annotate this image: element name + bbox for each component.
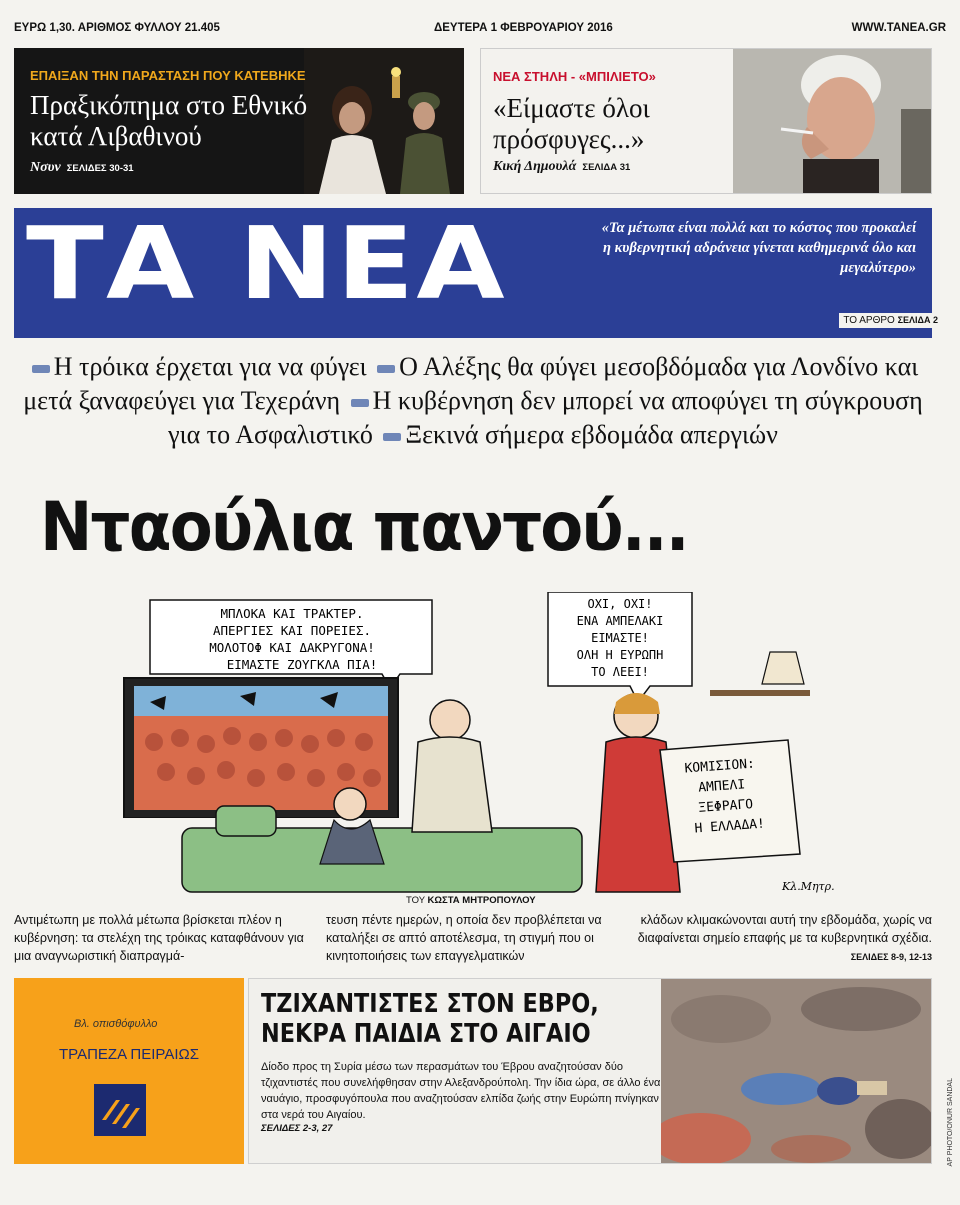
teaser-author-name: Νσυν [30, 160, 61, 175]
newspaper-line: ΞΕΦΡΑΓΟ [697, 797, 754, 816]
political-cartoon [120, 592, 840, 898]
top-info-bar [14, 22, 946, 38]
bubble-left-line: ΑΠΕΡΓΙΕΣ ΚΑΙ ΠΟΡΕΙΕΣ. [212, 623, 372, 638]
bank-advertisement[interactable] [14, 978, 244, 1164]
man-on-sofa-head [334, 788, 366, 820]
teaser-headline[interactable]: Πραξικόπημα στο Εθνικό κατά Λιβαθινού [30, 90, 308, 151]
teaser-author-name: Κική Δημουλά [493, 159, 577, 174]
article-column: τευση πέντε ημερών, η οποία δεν προβλέπεται να καταλήξει σε απτό αποτέλεσμα, τη στιγμή που οι κινητοποιήσεις των επαγγελματικών [326, 913, 602, 963]
subheadline-list [14, 350, 932, 452]
bullet-marker [377, 365, 395, 373]
subheadline-item: Ξεκινά σήμερα εβδομάδα απεργιών [405, 420, 778, 449]
website-link[interactable]: WWW.TANEA.GR [851, 22, 946, 34]
article-pages: ΣΕΛΙΔΕΣ 8-9, 12-13 [850, 952, 932, 962]
bubble-right-line: ΟΛΗ Η ΕΥΡΩΠΗ [576, 648, 664, 662]
bubble-left-line: ΕΙΜΑΣΤΕ ΖΟΥΓΚΛΑ ΠΙΑ! [226, 657, 378, 672]
article-column: Αντιμέτωπη με πολλά μέτωπα βρίσκεται πλέον η κυβέρνηση: τα στελέχη της τρόικας καταφθάνουν για μια αναγνωριστική διαπραγμά- [14, 913, 304, 963]
story-text: Δίοδο προς τη Συρία μέσω των περασμάτων του Έβρου αναζητούσαν δύο τζιχαντιστές που συνελήφθησαν στην Αλεξανδρούπολη. Την ίδια ώρα, σε άλλο ένα ναυάγιο, προσφυγόπουλα που αναζητούσαν ελπίδα ζωής στην Ευρώπη πνίγηκαν στα νερά του Αιγαίου. [261, 1061, 661, 1121]
theater-teaser[interactable] [14, 48, 464, 194]
bullet-marker [32, 365, 50, 373]
article-text: κλάδων κλιμακώνονται αυτή την εβδομάδα, χωρίς να διαφαίνεται σημείο επαφής με τα κυβερνητικά σχέδια. [637, 913, 932, 945]
teaser-author [30, 160, 134, 176]
beach-photo [661, 979, 931, 1164]
bubble-right-line: ΕΝΑ ΑΜΠΕΛΑΚΙ [576, 614, 664, 628]
photo-credit: AP PHOTO/ONUR SANDAL [947, 1078, 954, 1167]
newspaper-logo[interactable]: ΤΑ ΝΕΑ [26, 205, 507, 322]
bubble-left-line: ΜΟΛΟΤΟΦ ΚΑΙ ΔΑΚΡΥΓΟΝΑ! [209, 640, 375, 655]
bank-name: ΤΡΑΠΕΖΑ ΠΕΙΡΑΙΩΣ [59, 1046, 199, 1063]
teaser-kicker: ΕΠΑΙΞΑΝ ΤΗΝ ΠΑΡΑΣΤΑΣΗ ΠΟΥ ΚΑΤΕΒΗΚΕ [30, 68, 306, 83]
masthead [14, 205, 932, 338]
main-headline[interactable]: Νταούλια παντού... [40, 488, 688, 567]
teaser-kicker: ΝΕΑ ΣΤΗΛΗ - «ΜΠΙΛΙΕΤΟ» [493, 69, 656, 84]
ad-note: Βλ. οπισθόφυλλο [74, 1018, 158, 1030]
article-column [636, 911, 932, 966]
teaser-pages: ΣΕΛΙΔΕΣ 30-31 [66, 163, 134, 174]
story-pages: ΣΕΛΙΔΕΣ 2-3, 27 [261, 1123, 333, 1134]
bubble-right-line: ΕΙΜΑΣΤΕ! [591, 631, 649, 645]
newspaper-line: ΚΟΜΙΣΙΟΝ: [684, 756, 756, 777]
bullet-marker [383, 433, 401, 441]
bullet-marker [351, 399, 369, 407]
teaser-pages: ΣΕΛΙΔΑ 31 [582, 162, 631, 173]
story-headline[interactable]: ΤΖΙΧΑΝΤΙΣΤΕΣ ΣΤΟΝ ΕΒΡΟ, ΝΕΚΡΑ ΠΑΙΔΙΑ ΣΤΟ ΑΙΓΑΙΟ [261, 989, 599, 1049]
issue-info: ΕΥΡΩ 1,30. ΑΡΙΘΜΟΣ ΦΥΛΛΟΥ 21.405 [14, 22, 220, 34]
cartoon-credit [406, 895, 536, 906]
credit-name: ΚΩΣΤΑ ΜΗΤΡΟΠΟΥΛΟΥ [427, 895, 536, 906]
newspaper-line: Η ΕΛΛΑΔΑ! [694, 816, 766, 837]
editorial-quote: «Τα μέτωπα είναι πολλά και το κόστος που προκαλεί η κυβερνητική αδράνεια γίνεται καθημερινά όλο και μεγαλύτερο» [601, 220, 916, 276]
newspaper-line: ΑΜΠΕΛΙ [697, 777, 746, 796]
credit-prefix: ΤΟΥ [406, 895, 425, 906]
editorial-label: ΤΟ ΑΡΘΡΟ [843, 315, 895, 326]
editorial-page: ΣΕΛΙΔΑ 2 [897, 315, 938, 325]
editorial-reference [839, 313, 942, 328]
cartoonist-signature: Κλ.Μητρ. [782, 880, 835, 893]
issue-date: ΔΕΥΤΕΡΑ 1 ΦΕΒΡΟΥΑΡΙΟΥ 2016 [434, 22, 613, 34]
subheadline-item: Η κυβέρνηση δεν μπορεί να αποφύγει τη σύγκρουση για το Ασφαλιστικό [168, 386, 923, 449]
bubble-right-line: ΟΧΙ, ΟΧΙ! [587, 597, 653, 611]
man-standing-head [430, 700, 470, 740]
bubble-right-line: ΤΟ ΛΕΕΙ! [591, 665, 649, 679]
bubble-left-line: ΜΠΛΟΚΑ ΚΑΙ ΤΡΑΚΤΕΡ. [220, 606, 364, 621]
teaser-author [493, 159, 630, 175]
teaser-headline[interactable]: «Είμαστε όλοι πρόσφυγες...» [493, 93, 650, 154]
bank-logo-icon [94, 1084, 146, 1136]
column-teaser[interactable] [480, 48, 932, 194]
refugee-story[interactable] [248, 978, 932, 1164]
subheadline-item: Ο Αλέξης θα φύγει μεσοβδόμαδα για Λονδίνο και μετά ξαναφεύγει για Τεχεράνη [23, 352, 919, 415]
subheadline-item: Η τρόικα έρχεται για να φύγει [53, 352, 367, 381]
